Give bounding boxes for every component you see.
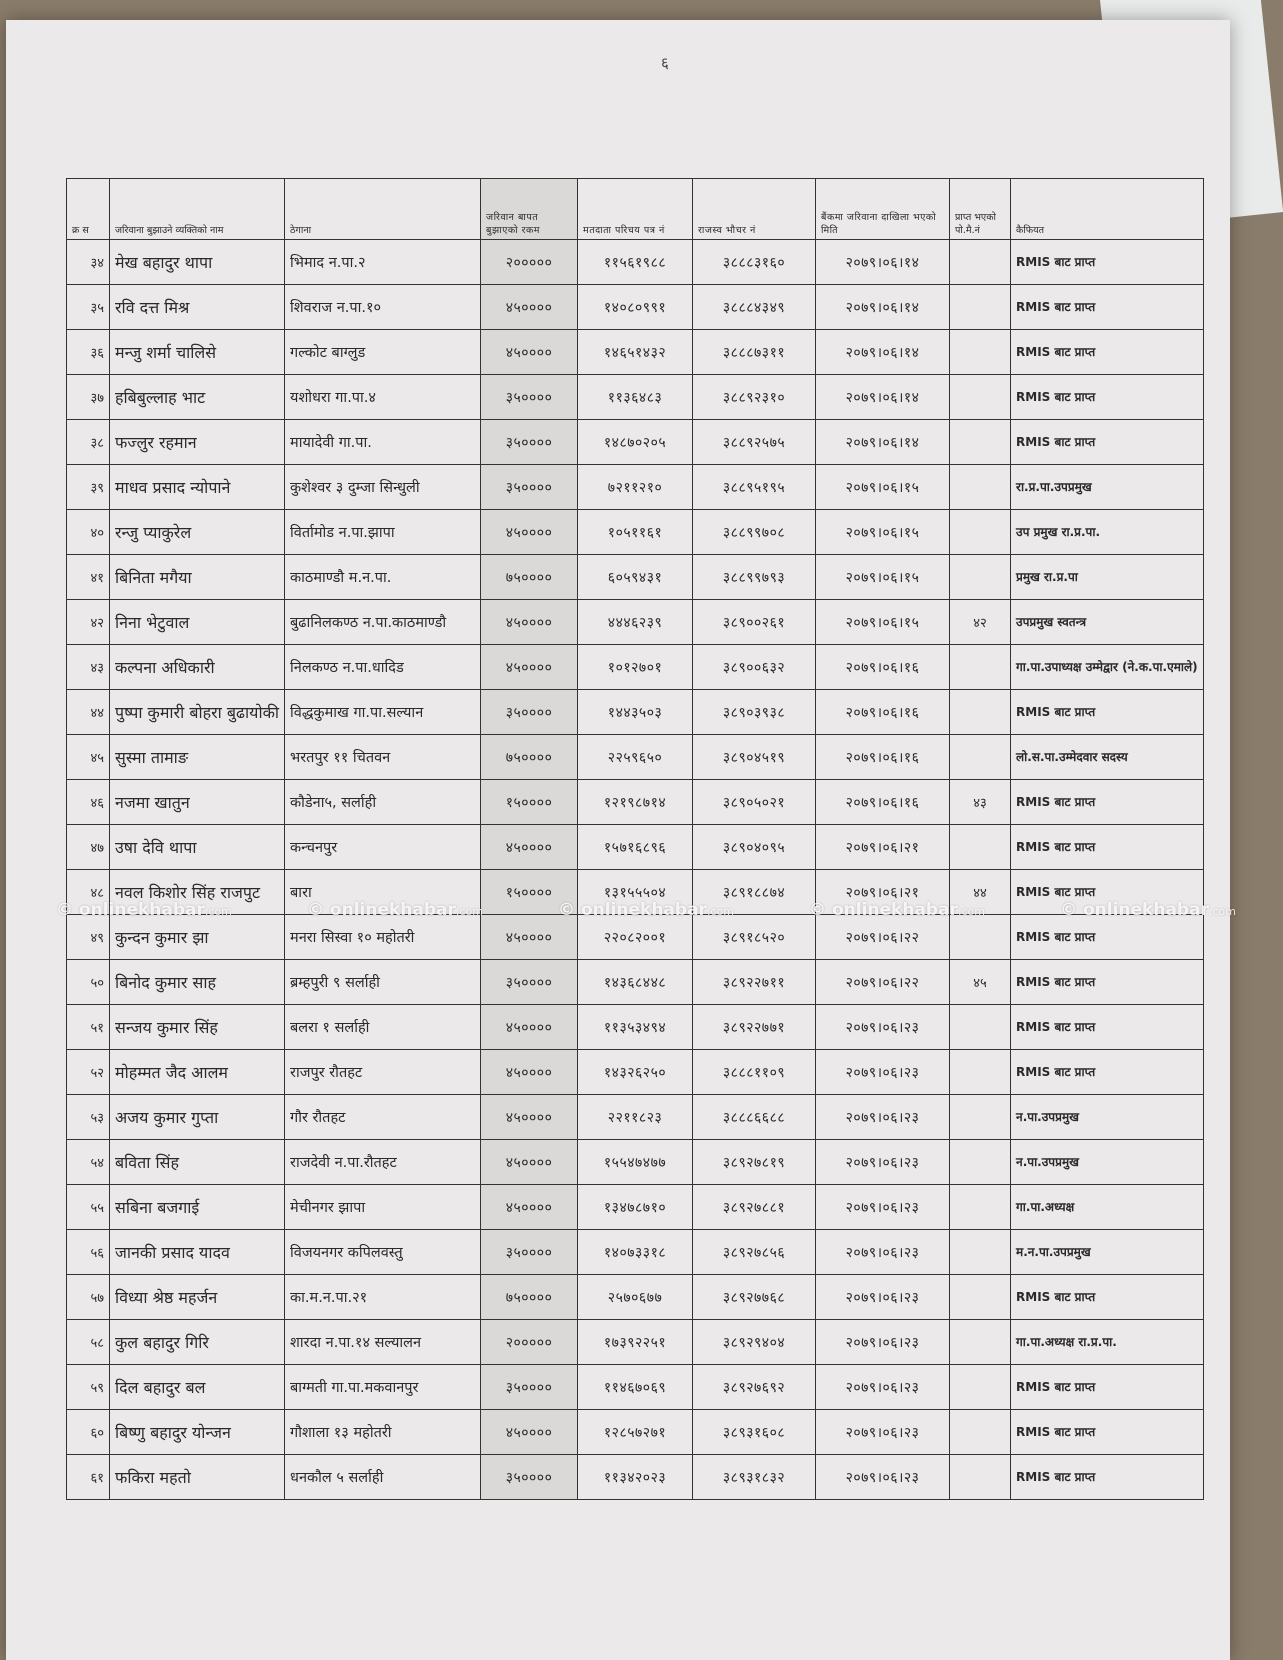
cell-address: विर्तामोड न.पा.झापा [285, 510, 481, 555]
cell-deposit-date: २०७९।०६।१५ [816, 465, 950, 510]
cell-sn: ४१ [67, 555, 110, 600]
cell-remarks: RMIS बाट प्राप्त [1011, 285, 1204, 330]
cell-received-ref [950, 690, 1011, 735]
cell-amount: २००००० [481, 240, 578, 285]
cell-name: बिष्णु बहादुर योन्जन [110, 1410, 285, 1455]
header-address: ठेगाना [285, 179, 481, 240]
table-row [67, 1365, 1204, 1410]
cell-address: निलकण्ठ न.पा.धादिड [285, 645, 481, 690]
cell-amount: ३५०००० [481, 465, 578, 510]
cell-revenue-voucher: ३८९०४५१९ [693, 735, 816, 780]
cell-revenue-voucher: ३८८८४३४९ [693, 285, 816, 330]
cell-remarks: न.पा.उपप्रमुख [1011, 1095, 1204, 1140]
watermark-item: © onlinekhabar.com [558, 900, 734, 920]
cell-address: का.म.न.पा.२१ [285, 1275, 481, 1320]
cell-amount: ३५०००० [481, 420, 578, 465]
cell-remarks: RMIS बाट प्राप्त [1011, 780, 1204, 825]
cell-amount: ४५०००० [481, 330, 578, 375]
cell-voter-id: ११५६१९८८ [578, 240, 693, 285]
table-row [67, 465, 1204, 510]
cell-deposit-date: २०७९।०६।२३ [816, 1230, 950, 1275]
cell-name: अजय कुमार गुप्ता [110, 1095, 285, 1140]
cell-address: विद्धकुमाख गा.पा.सल्यान [285, 690, 481, 735]
cell-deposit-date: २०७९।०६।२२ [816, 960, 950, 1005]
cell-revenue-voucher: ३८९२७७६८ [693, 1275, 816, 1320]
cell-amount: ४५०००० [481, 1140, 578, 1185]
table-row [67, 420, 1204, 465]
cell-sn: ५६ [67, 1230, 110, 1275]
cell-revenue-voucher: ३८८८११०९ [693, 1050, 816, 1095]
cell-voter-id: ११३६४८३ [578, 375, 693, 420]
cell-amount: ४५०००० [481, 600, 578, 645]
table-row [67, 1095, 1204, 1140]
cell-deposit-date: २०७९।०६।२१ [816, 825, 950, 870]
cell-name: नजमा खातुन [110, 780, 285, 825]
cell-voter-id: ११४६७०६९ [578, 1365, 693, 1410]
cell-sn: ३९ [67, 465, 110, 510]
cell-remarks: गा.पा.अध्यक्ष [1011, 1185, 1204, 1230]
cell-sn: ६१ [67, 1455, 110, 1500]
cell-voter-id: १४४३५०३ [578, 690, 693, 735]
header-sn: क्र स [67, 179, 110, 240]
cell-received-ref [950, 285, 1011, 330]
table-row [67, 1005, 1204, 1050]
cell-name: निना भेटुवाल [110, 600, 285, 645]
cell-address: कौडेना५, सर्लाही [285, 780, 481, 825]
cell-received-ref: ४२ [950, 600, 1011, 645]
cell-name: सन्जय कुमार सिंह [110, 1005, 285, 1050]
cell-address: राजपुर रौतहट [285, 1050, 481, 1095]
table-row [67, 690, 1204, 735]
table-row [67, 285, 1204, 330]
table-row [67, 555, 1204, 600]
cell-name: माधव प्रसाद न्योपाने [110, 465, 285, 510]
cell-amount: ४५०००० [481, 1410, 578, 1455]
cell-amount: ४५०००० [481, 915, 578, 960]
cell-voter-id: २२५९६५० [578, 735, 693, 780]
table-row [67, 960, 1204, 1005]
cell-sn: ५९ [67, 1365, 110, 1410]
cell-deposit-date: २०७९।०६।२३ [816, 1095, 950, 1140]
cell-voter-id: १४०७३३१८ [578, 1230, 693, 1275]
cell-address: बलरा १ सर्लाही [285, 1005, 481, 1050]
cell-amount: १५०००० [481, 780, 578, 825]
table-row [67, 825, 1204, 870]
cell-address: कुशेश्वर ३ दुम्जा सिन्धुली [285, 465, 481, 510]
cell-address: गौर रौतहट [285, 1095, 481, 1140]
cell-received-ref [950, 1410, 1011, 1455]
table-row [67, 645, 1204, 690]
cell-sn: ६० [67, 1410, 110, 1455]
cell-address: मायादेवी गा.पा. [285, 420, 481, 465]
cell-deposit-date: २०७९।०६।१४ [816, 330, 950, 375]
cell-voter-id: ४४४६२३९ [578, 600, 693, 645]
cell-sn: ४५ [67, 735, 110, 780]
cell-revenue-voucher: ३८९००२६१ [693, 600, 816, 645]
cell-deposit-date: २०७९।०६।२३ [816, 1455, 950, 1500]
cell-amount: ४५०००० [481, 1185, 578, 1230]
cell-voter-id: १४३६८४४८ [578, 960, 693, 1005]
cell-address: धनकौल ५ सर्लाही [285, 1455, 481, 1500]
cell-voter-id: १३१५५५०४ [578, 870, 693, 915]
watermark-item: © onlinekhabar.com [56, 900, 232, 920]
table-row [67, 375, 1204, 420]
cell-received-ref [950, 1320, 1011, 1365]
table-row [67, 600, 1204, 645]
document-sheet [6, 20, 1236, 1660]
cell-deposit-date: २०७९।०६।२३ [816, 1050, 950, 1095]
cell-revenue-voucher: ३८९२२७११ [693, 960, 816, 1005]
watermark-item: © onlinekhabar.com [1060, 900, 1236, 920]
cell-sn: ३४ [67, 240, 110, 285]
cell-name: हबिबुल्लाह भाट [110, 375, 285, 420]
cell-amount: ४५०००० [481, 1050, 578, 1095]
cell-address: भिमाद न.पा.२ [285, 240, 481, 285]
cell-remarks: लो.स.पा.उम्मेदवार सदस्य [1011, 735, 1204, 780]
cell-amount: ७५०००० [481, 1275, 578, 1320]
cell-address: मेचीनगर झापा [285, 1185, 481, 1230]
cell-revenue-voucher: ३८८९२५७५ [693, 420, 816, 465]
cell-sn: ५५ [67, 1185, 110, 1230]
cell-name: नवल किशोर सिंह राजपुट [110, 870, 285, 915]
cell-address: काठमाण्डौ म.न.पा. [285, 555, 481, 600]
cell-address: बाग्मती गा.पा.मकवानपुर [285, 1365, 481, 1410]
cell-name: बविता सिंह [110, 1140, 285, 1185]
cell-received-ref [950, 330, 1011, 375]
table-row [67, 915, 1204, 960]
table-row [67, 1050, 1204, 1095]
cell-amount: ३५०००० [481, 690, 578, 735]
cell-remarks: RMIS बाट प्राप्त [1011, 1455, 1204, 1500]
cell-revenue-voucher: ३८९२७६९२ [693, 1365, 816, 1410]
cell-remarks: RMIS बाट प्राप्त [1011, 690, 1204, 735]
cell-name: कुन्दन कुमार झा [110, 915, 285, 960]
cell-amount: ४५०००० [481, 1005, 578, 1050]
cell-name: रन्जु प्याकुरेल [110, 510, 285, 555]
header-remarks: कैफियत [1011, 179, 1204, 240]
cell-address: मनरा सिस्वा १० महोतरी [285, 915, 481, 960]
cell-remarks: गा.पा.उपाध्यक्ष उम्मेद्वार (ने.क.पा.एमाले) [1011, 645, 1204, 690]
cell-remarks: प्रमुख रा.प्र.पा [1011, 555, 1204, 600]
table-row [67, 1410, 1204, 1455]
cell-address: गौशाला १३ महोतरी [285, 1410, 481, 1455]
cell-amount: १५०००० [481, 870, 578, 915]
cell-received-ref [950, 1005, 1011, 1050]
table-header-row [67, 179, 1204, 240]
cell-sn: ४९ [67, 915, 110, 960]
page-number: ६ [661, 54, 669, 72]
cell-address: राजदेवी न.पा.रौतहट [285, 1140, 481, 1185]
cell-amount: ७५०००० [481, 555, 578, 600]
cell-name: बिनोद कुमार साह [110, 960, 285, 1005]
cell-remarks: उप प्रमुख रा.प्र.पा. [1011, 510, 1204, 555]
cell-revenue-voucher: ३८८८६६८८ [693, 1095, 816, 1140]
cell-name: विध्या श्रेष्ठ महर्जन [110, 1275, 285, 1320]
cell-address: गल्कोट बाग्लुड [285, 330, 481, 375]
header-voter-id: मतदाता परिचय पत्र नं [578, 179, 693, 240]
table-row [67, 1140, 1204, 1185]
cell-deposit-date: २०७९।०६।२३ [816, 1275, 950, 1320]
table-row [67, 510, 1204, 555]
cell-revenue-voucher: ३८८९२३१० [693, 375, 816, 420]
cell-voter-id: १३४७८७१० [578, 1185, 693, 1230]
cell-revenue-voucher: ३८९२९४०४ [693, 1320, 816, 1365]
header-name: जरिवाना बुझाउने व्यक्तिको नाम [110, 179, 285, 240]
cell-received-ref [950, 555, 1011, 600]
cell-received-ref [950, 510, 1011, 555]
cell-remarks: RMIS बाट प्राप्त [1011, 240, 1204, 285]
cell-received-ref [950, 645, 1011, 690]
cell-remarks: उपप्रमुख स्वतन्त्र [1011, 600, 1204, 645]
table-body [67, 240, 1204, 1500]
cell-sn: ५४ [67, 1140, 110, 1185]
cell-revenue-voucher: ३८९३१८३२ [693, 1455, 816, 1500]
cell-name: फज्लुर रहमान [110, 420, 285, 465]
cell-voter-id: ७२११२१० [578, 465, 693, 510]
table-row [67, 1320, 1204, 1365]
cell-remarks: RMIS बाट प्राप्त [1011, 420, 1204, 465]
cell-remarks: म.न.पा.उपप्रमुख [1011, 1230, 1204, 1275]
cell-remarks: RMIS बाट प्राप्त [1011, 1050, 1204, 1095]
cell-name: सुस्मा तामाङ [110, 735, 285, 780]
cell-address: भरतपुर ११ चितवन [285, 735, 481, 780]
header-revenue-voucher: राजस्व भौचर नं [693, 179, 816, 240]
cell-sn: ४० [67, 510, 110, 555]
cell-deposit-date: २०७९।०६।२३ [816, 1140, 950, 1185]
cell-received-ref [950, 1095, 1011, 1140]
cell-address: बुढानिलकण्ठ न.पा.काठमाण्डौ [285, 600, 481, 645]
cell-address: ब्रम्हपुरी ९ सर्लाही [285, 960, 481, 1005]
cell-received-ref [950, 1365, 1011, 1410]
cell-remarks: न.पा.उपप्रमुख [1011, 1140, 1204, 1185]
cell-revenue-voucher: ३८९१८८७४ [693, 870, 816, 915]
cell-sn: ४८ [67, 870, 110, 915]
cell-revenue-voucher: ३८९२७८८१ [693, 1185, 816, 1230]
cell-voter-id: १०१२७०१ [578, 645, 693, 690]
table-row [67, 1275, 1204, 1320]
cell-voter-id: १५५४७४७७ [578, 1140, 693, 1185]
cell-remarks: RMIS बाट प्राप्त [1011, 960, 1204, 1005]
cell-voter-id: १७३९२२५१ [578, 1320, 693, 1365]
cell-voter-id: १४०८०९९१ [578, 285, 693, 330]
cell-voter-id: २५७०६७७ [578, 1275, 693, 1320]
cell-remarks: RMIS बाट प्राप्त [1011, 1365, 1204, 1410]
cell-deposit-date: २०७९।०६।१५ [816, 600, 950, 645]
cell-voter-id: १२८५७२७१ [578, 1410, 693, 1455]
table-row [67, 330, 1204, 375]
cell-remarks: RMIS बाट प्राप्त [1011, 870, 1204, 915]
cell-sn: ५२ [67, 1050, 110, 1095]
cell-amount: ४५०००० [481, 1095, 578, 1140]
table-row [67, 780, 1204, 825]
cell-sn: ४७ [67, 825, 110, 870]
cell-deposit-date: २०७९।०६।२३ [816, 1365, 950, 1410]
cell-name: सबिना बजगाई [110, 1185, 285, 1230]
cell-received-ref [950, 1455, 1011, 1500]
cell-amount: ४५०००० [481, 510, 578, 555]
cell-deposit-date: २०७९।०६।१६ [816, 735, 950, 780]
cell-name: फकिरा महतो [110, 1455, 285, 1500]
cell-received-ref [950, 915, 1011, 960]
cell-address: कन्चनपुर [285, 825, 481, 870]
cell-remarks: RMIS बाट प्राप्त [1011, 1005, 1204, 1050]
cell-revenue-voucher: ३८९०४०९५ [693, 825, 816, 870]
cell-revenue-voucher: ३८८९९७०८ [693, 510, 816, 555]
cell-voter-id: २२११८२३ [578, 1095, 693, 1140]
cell-deposit-date: २०७९।०६।१५ [816, 510, 950, 555]
cell-address: यशोधरा गा.पा.४ [285, 375, 481, 420]
cell-remarks: रा.प्र.पा.उपप्रमुख [1011, 465, 1204, 510]
cell-received-ref [950, 1275, 1011, 1320]
cell-revenue-voucher: ३८९२२७७१ [693, 1005, 816, 1050]
cell-name: जानकी प्रसाद यादव [110, 1230, 285, 1275]
cell-deposit-date: २०७९।०६।२३ [816, 1410, 950, 1455]
fine-deposit-table [66, 178, 1204, 1500]
cell-amount: ३५०००० [481, 1230, 578, 1275]
cell-deposit-date: २०७९।०६।२१ [816, 870, 950, 915]
cell-amount: ३५०००० [481, 1365, 578, 1410]
cell-name: मेख बहादुर थापा [110, 240, 285, 285]
cell-sn: ४२ [67, 600, 110, 645]
cell-voter-id: १२१९८७१४ [578, 780, 693, 825]
cell-sn: ३६ [67, 330, 110, 375]
cell-revenue-voucher: ३८८८३१६० [693, 240, 816, 285]
cell-deposit-date: २०७९।०६।१६ [816, 780, 950, 825]
cell-deposit-date: २०७९।०६।२३ [816, 1005, 950, 1050]
cell-sn: ५० [67, 960, 110, 1005]
cell-received-ref [950, 1050, 1011, 1095]
cell-deposit-date: २०७९।०६।२२ [816, 915, 950, 960]
cell-received-ref: ४५ [950, 960, 1011, 1005]
cell-remarks: RMIS बाट प्राप्त [1011, 825, 1204, 870]
cell-remarks: RMIS बाट प्राप्त [1011, 915, 1204, 960]
cell-received-ref [950, 825, 1011, 870]
cell-remarks: RMIS बाट प्राप्त [1011, 375, 1204, 420]
cell-received-ref: ४४ [950, 870, 1011, 915]
cell-remarks: RMIS बाट प्राप्त [1011, 1275, 1204, 1320]
cell-voter-id: १४६५१४३२ [578, 330, 693, 375]
cell-name: उषा देवि थापा [110, 825, 285, 870]
cell-deposit-date: २०७९।०६।१४ [816, 375, 950, 420]
cell-name: कुल बहादुर गिरि [110, 1320, 285, 1365]
cell-voter-id: १५७१६८९६ [578, 825, 693, 870]
cell-address: विजयनगर कपिलवस्तु [285, 1230, 481, 1275]
cell-sn: ४३ [67, 645, 110, 690]
cell-sn: ३८ [67, 420, 110, 465]
cell-revenue-voucher: ३८९३१६०८ [693, 1410, 816, 1455]
cell-amount: ३५०००० [481, 1455, 578, 1500]
cell-received-ref: ४३ [950, 780, 1011, 825]
cell-deposit-date: २०७९।०६।१५ [816, 555, 950, 600]
cell-sn: ५१ [67, 1005, 110, 1050]
table-row [67, 1230, 1204, 1275]
cell-voter-id: १४३२६२५० [578, 1050, 693, 1095]
cell-received-ref [950, 1185, 1011, 1230]
cell-revenue-voucher: ३८८९९७९३ [693, 555, 816, 600]
cell-name: दिल बहादुर बल [110, 1365, 285, 1410]
cell-name: मन्जु शर्मा चालिसे [110, 330, 285, 375]
cell-revenue-voucher: ३८९००६३२ [693, 645, 816, 690]
cell-revenue-voucher: ३८९१८५२० [693, 915, 816, 960]
cell-sn: ५८ [67, 1320, 110, 1365]
cell-deposit-date: २०७९।०६।१४ [816, 240, 950, 285]
watermark-item: © onlinekhabar.com [809, 900, 985, 920]
header-received-ref: प्राप्त भएको पो.मै.नं [950, 179, 1011, 240]
cell-sn: ३७ [67, 375, 110, 420]
header-amount: जरिवान बापत बुझाएको रकम [481, 179, 578, 240]
cell-voter-id: १४८७०२०५ [578, 420, 693, 465]
cell-voter-id: २२०८२००१ [578, 915, 693, 960]
cell-revenue-voucher: ३८९२७८५६ [693, 1230, 816, 1275]
cell-remarks: RMIS बाट प्राप्त [1011, 1410, 1204, 1455]
cell-received-ref [950, 735, 1011, 780]
cell-received-ref [950, 465, 1011, 510]
cell-deposit-date: २०७९।०६।२३ [816, 1185, 950, 1230]
cell-name: रवि दत्त मिश्र [110, 285, 285, 330]
cell-received-ref [950, 1140, 1011, 1185]
cell-received-ref [950, 240, 1011, 285]
cell-revenue-voucher: ३८९०३९३८ [693, 690, 816, 735]
header-deposit-date: बैंकमा जरिवाना दाखिला भएको मिति [816, 179, 950, 240]
cell-sn: ५७ [67, 1275, 110, 1320]
cell-received-ref [950, 375, 1011, 420]
cell-amount: ३५०००० [481, 960, 578, 1005]
cell-address: शारदा न.पा.१४ सल्यालन [285, 1320, 481, 1365]
cell-revenue-voucher: ३८९०५०२१ [693, 780, 816, 825]
cell-revenue-voucher: ३८९२७८१९ [693, 1140, 816, 1185]
cell-amount: ४५०००० [481, 285, 578, 330]
cell-voter-id: १०५११६१ [578, 510, 693, 555]
cell-name: कल्पना अधिकारी [110, 645, 285, 690]
cell-remarks: गा.पा.अध्यक्ष रा.प्र.पा. [1011, 1320, 1204, 1365]
cell-deposit-date: २०७९।०६।२३ [816, 1320, 950, 1365]
cell-remarks: RMIS बाट प्राप्त [1011, 330, 1204, 375]
cell-name: मोहम्मत जैद आलम [110, 1050, 285, 1095]
cell-address: शिवराज न.पा.१० [285, 285, 481, 330]
cell-amount: ७५०००० [481, 735, 578, 780]
cell-name: पुष्पा कुमारी बोहरा बुढायोकी [110, 690, 285, 735]
cell-voter-id: ११३४२०२३ [578, 1455, 693, 1500]
cell-voter-id: ६०५९४३१ [578, 555, 693, 600]
cell-name: बिनिता मगैया [110, 555, 285, 600]
cell-received-ref [950, 420, 1011, 465]
cell-sn: ३५ [67, 285, 110, 330]
cell-voter-id: ११३५३४९४ [578, 1005, 693, 1050]
cell-deposit-date: २०७९।०६।१४ [816, 420, 950, 465]
cell-deposit-date: २०७९।०६।१४ [816, 285, 950, 330]
cell-sn: ५३ [67, 1095, 110, 1140]
cell-revenue-voucher: ३८८९५१९५ [693, 465, 816, 510]
cell-amount: २००००० [481, 1320, 578, 1365]
cell-sn: ४४ [67, 690, 110, 735]
cell-revenue-voucher: ३८८८७३११ [693, 330, 816, 375]
table-row [67, 870, 1204, 915]
table-row [67, 735, 1204, 780]
cell-amount: ४५०००० [481, 825, 578, 870]
cell-address: बारा [285, 870, 481, 915]
cell-amount: ३५०००० [481, 375, 578, 420]
cell-deposit-date: २०७९।०६।१६ [816, 645, 950, 690]
table-row [67, 240, 1204, 285]
table-row [67, 1455, 1204, 1500]
cell-sn: ४६ [67, 780, 110, 825]
cell-amount: ४५०००० [481, 645, 578, 690]
cell-deposit-date: २०७९।०६।१६ [816, 690, 950, 735]
watermark-item: © onlinekhabar.com [307, 900, 483, 920]
table-row [67, 1185, 1204, 1230]
cell-received-ref [950, 1230, 1011, 1275]
